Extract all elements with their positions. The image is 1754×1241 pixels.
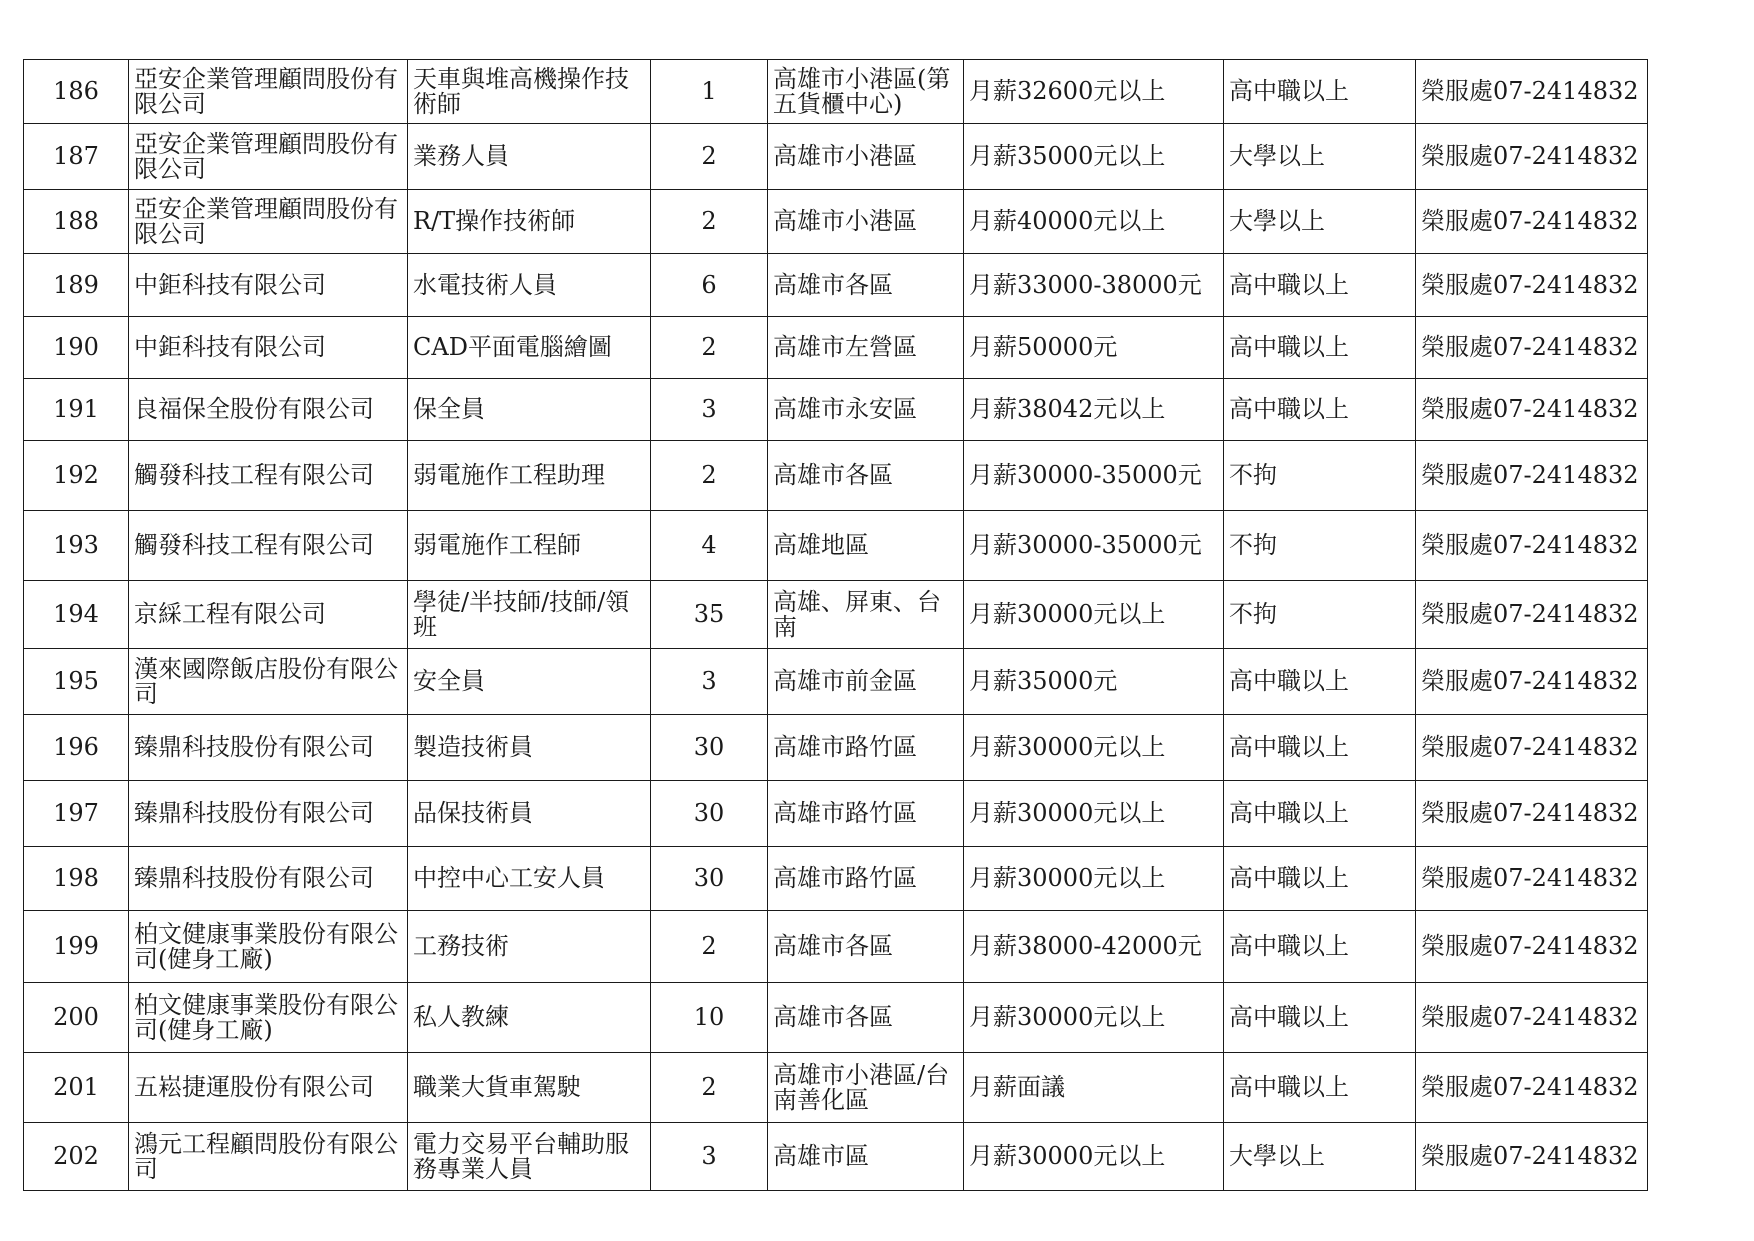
job-title: 品保技術員 bbox=[408, 781, 651, 847]
salary: 月薪38000-42000元 bbox=[964, 911, 1224, 983]
company-name: 漢來國際飯店股份有限公司 bbox=[129, 649, 408, 715]
salary: 月薪50000元 bbox=[964, 317, 1224, 379]
contact-info: 榮服處07-2414832 bbox=[1416, 124, 1648, 190]
company-name: 臻鼎科技股份有限公司 bbox=[129, 781, 408, 847]
work-location: 高雄市各區 bbox=[768, 983, 964, 1053]
salary: 月薪32600元以上 bbox=[964, 60, 1224, 124]
salary: 月薪30000元以上 bbox=[964, 581, 1224, 649]
work-location: 高雄地區 bbox=[768, 511, 964, 581]
education-requirement: 高中職以上 bbox=[1224, 1053, 1416, 1123]
salary: 月薪33000-38000元 bbox=[964, 254, 1224, 317]
table-row bbox=[24, 983, 1648, 1053]
openings-count: 2 bbox=[651, 1053, 768, 1123]
job-title: 保全員 bbox=[408, 379, 651, 441]
education-requirement: 高中職以上 bbox=[1224, 715, 1416, 781]
work-location: 高雄市小港區 bbox=[768, 190, 964, 254]
work-location: 高雄市路竹區 bbox=[768, 715, 964, 781]
job-title: 水電技術人員 bbox=[408, 254, 651, 317]
table-row bbox=[24, 254, 1648, 317]
job-title: 製造技術員 bbox=[408, 715, 651, 781]
company-name: 中鉅科技有限公司 bbox=[129, 317, 408, 379]
job-title: 天車與堆高機操作技術師 bbox=[408, 60, 651, 124]
row-number: 189 bbox=[24, 254, 129, 317]
openings-count: 2 bbox=[651, 317, 768, 379]
salary: 月薪30000元以上 bbox=[964, 781, 1224, 847]
table-row bbox=[24, 124, 1648, 190]
contact-info: 榮服處07-2414832 bbox=[1416, 254, 1648, 317]
job-title: 弱電施作工程助理 bbox=[408, 441, 651, 511]
openings-count: 6 bbox=[651, 254, 768, 317]
openings-count: 2 bbox=[651, 124, 768, 190]
salary: 月薪30000-35000元 bbox=[964, 511, 1224, 581]
contact-info: 榮服處07-2414832 bbox=[1416, 1053, 1648, 1123]
job-title: 學徒/半技師/技師/領班 bbox=[408, 581, 651, 649]
education-requirement: 不拘 bbox=[1224, 511, 1416, 581]
education-requirement: 高中職以上 bbox=[1224, 983, 1416, 1053]
company-name: 臻鼎科技股份有限公司 bbox=[129, 847, 408, 911]
row-number: 194 bbox=[24, 581, 129, 649]
openings-count: 30 bbox=[651, 781, 768, 847]
table-row bbox=[24, 715, 1648, 781]
row-number: 196 bbox=[24, 715, 129, 781]
row-number: 186 bbox=[24, 60, 129, 124]
salary: 月薪30000元以上 bbox=[964, 715, 1224, 781]
table-row bbox=[24, 60, 1648, 124]
salary: 月薪38042元以上 bbox=[964, 379, 1224, 441]
row-number: 187 bbox=[24, 124, 129, 190]
table-body bbox=[24, 60, 1648, 1191]
table-row bbox=[24, 1053, 1648, 1123]
openings-count: 2 bbox=[651, 911, 768, 983]
work-location: 高雄市左營區 bbox=[768, 317, 964, 379]
company-name: 柏文健康事業股份有限公司(健身工廠) bbox=[129, 911, 408, 983]
row-number: 190 bbox=[24, 317, 129, 379]
row-number: 195 bbox=[24, 649, 129, 715]
contact-info: 榮服處07-2414832 bbox=[1416, 715, 1648, 781]
contact-info: 榮服處07-2414832 bbox=[1416, 649, 1648, 715]
education-requirement: 高中職以上 bbox=[1224, 649, 1416, 715]
job-title: CAD平面電腦繪圖 bbox=[408, 317, 651, 379]
openings-count: 2 bbox=[651, 441, 768, 511]
education-requirement: 高中職以上 bbox=[1224, 254, 1416, 317]
table-row bbox=[24, 379, 1648, 441]
education-requirement: 高中職以上 bbox=[1224, 379, 1416, 441]
job-title: 職業大貨車駕駛 bbox=[408, 1053, 651, 1123]
company-name: 京綵工程有限公司 bbox=[129, 581, 408, 649]
work-location: 高雄市前金區 bbox=[768, 649, 964, 715]
work-location: 高雄市區 bbox=[768, 1123, 964, 1191]
education-requirement: 不拘 bbox=[1224, 581, 1416, 649]
openings-count: 1 bbox=[651, 60, 768, 124]
job-title: R/T操作技術師 bbox=[408, 190, 651, 254]
salary: 月薪35000元以上 bbox=[964, 124, 1224, 190]
openings-count: 3 bbox=[651, 379, 768, 441]
job-title: 工務技術 bbox=[408, 911, 651, 983]
contact-info: 榮服處07-2414832 bbox=[1416, 317, 1648, 379]
company-name: 良福保全股份有限公司 bbox=[129, 379, 408, 441]
education-requirement: 高中職以上 bbox=[1224, 60, 1416, 124]
salary: 月薪30000-35000元 bbox=[964, 441, 1224, 511]
row-number: 199 bbox=[24, 911, 129, 983]
row-number: 198 bbox=[24, 847, 129, 911]
table-row bbox=[24, 581, 1648, 649]
education-requirement: 高中職以上 bbox=[1224, 781, 1416, 847]
education-requirement: 高中職以上 bbox=[1224, 847, 1416, 911]
openings-count: 2 bbox=[651, 190, 768, 254]
contact-info: 榮服處07-2414832 bbox=[1416, 911, 1648, 983]
openings-count: 35 bbox=[651, 581, 768, 649]
row-number: 191 bbox=[24, 379, 129, 441]
work-location: 高雄市路竹區 bbox=[768, 781, 964, 847]
company-name: 鴻元工程顧問股份有限公司 bbox=[129, 1123, 408, 1191]
company-name: 觸發科技工程有限公司 bbox=[129, 511, 408, 581]
row-number: 200 bbox=[24, 983, 129, 1053]
work-location: 高雄市小港區 bbox=[768, 124, 964, 190]
job-title: 安全員 bbox=[408, 649, 651, 715]
salary: 月薪30000元以上 bbox=[964, 983, 1224, 1053]
work-location: 高雄市各區 bbox=[768, 254, 964, 317]
openings-count: 30 bbox=[651, 847, 768, 911]
table-row bbox=[24, 511, 1648, 581]
company-name: 臻鼎科技股份有限公司 bbox=[129, 715, 408, 781]
table-row bbox=[24, 190, 1648, 254]
contact-info: 榮服處07-2414832 bbox=[1416, 781, 1648, 847]
row-number: 188 bbox=[24, 190, 129, 254]
contact-info: 榮服處07-2414832 bbox=[1416, 511, 1648, 581]
work-location: 高雄市小港區/台南善化區 bbox=[768, 1053, 964, 1123]
job-title: 中控中心工安人員 bbox=[408, 847, 651, 911]
company-name: 五崧捷運股份有限公司 bbox=[129, 1053, 408, 1123]
education-requirement: 大學以上 bbox=[1224, 190, 1416, 254]
row-number: 192 bbox=[24, 441, 129, 511]
contact-info: 榮服處07-2414832 bbox=[1416, 581, 1648, 649]
openings-count: 4 bbox=[651, 511, 768, 581]
table-row bbox=[24, 781, 1648, 847]
contact-info: 榮服處07-2414832 bbox=[1416, 847, 1648, 911]
salary: 月薪40000元以上 bbox=[964, 190, 1224, 254]
work-location: 高雄市永安區 bbox=[768, 379, 964, 441]
row-number: 202 bbox=[24, 1123, 129, 1191]
salary: 月薪30000元以上 bbox=[964, 847, 1224, 911]
education-requirement: 高中職以上 bbox=[1224, 317, 1416, 379]
salary: 月薪面議 bbox=[964, 1053, 1224, 1123]
education-requirement: 大學以上 bbox=[1224, 1123, 1416, 1191]
row-number: 193 bbox=[24, 511, 129, 581]
contact-info: 榮服處07-2414832 bbox=[1416, 1123, 1648, 1191]
contact-info: 榮服處07-2414832 bbox=[1416, 379, 1648, 441]
table-row bbox=[24, 911, 1648, 983]
company-name: 觸發科技工程有限公司 bbox=[129, 441, 408, 511]
company-name: 柏文健康事業股份有限公司(健身工廠) bbox=[129, 983, 408, 1053]
contact-info: 榮服處07-2414832 bbox=[1416, 60, 1648, 124]
job-title: 電力交易平台輔助服務專業人員 bbox=[408, 1123, 651, 1191]
row-number: 197 bbox=[24, 781, 129, 847]
table-row bbox=[24, 441, 1648, 511]
work-location: 高雄市路竹區 bbox=[768, 847, 964, 911]
openings-count: 10 bbox=[651, 983, 768, 1053]
company-name: 中鉅科技有限公司 bbox=[129, 254, 408, 317]
job-title: 業務人員 bbox=[408, 124, 651, 190]
education-requirement: 大學以上 bbox=[1224, 124, 1416, 190]
work-location: 高雄市各區 bbox=[768, 911, 964, 983]
contact-info: 榮服處07-2414832 bbox=[1416, 441, 1648, 511]
contact-info: 榮服處07-2414832 bbox=[1416, 190, 1648, 254]
table-row bbox=[24, 1123, 1648, 1191]
job-title: 私人教練 bbox=[408, 983, 651, 1053]
table-row bbox=[24, 317, 1648, 379]
work-location: 高雄市各區 bbox=[768, 441, 964, 511]
company-name: 亞安企業管理顧問股份有限公司 bbox=[129, 124, 408, 190]
company-name: 亞安企業管理顧問股份有限公司 bbox=[129, 60, 408, 124]
salary: 月薪30000元以上 bbox=[964, 1123, 1224, 1191]
salary: 月薪35000元 bbox=[964, 649, 1224, 715]
openings-count: 30 bbox=[651, 715, 768, 781]
table-row bbox=[24, 649, 1648, 715]
education-requirement: 高中職以上 bbox=[1224, 911, 1416, 983]
openings-count: 3 bbox=[651, 649, 768, 715]
company-name: 亞安企業管理顧問股份有限公司 bbox=[129, 190, 408, 254]
row-number: 201 bbox=[24, 1053, 129, 1123]
work-location: 高雄市小港區(第五貨櫃中心) bbox=[768, 60, 964, 124]
work-location: 高雄、屏東、台南 bbox=[768, 581, 964, 649]
table-row bbox=[24, 847, 1648, 911]
education-requirement: 不拘 bbox=[1224, 441, 1416, 511]
job-listings-table bbox=[23, 59, 1648, 1191]
contact-info: 榮服處07-2414832 bbox=[1416, 983, 1648, 1053]
job-title: 弱電施作工程師 bbox=[408, 511, 651, 581]
openings-count: 3 bbox=[651, 1123, 768, 1191]
